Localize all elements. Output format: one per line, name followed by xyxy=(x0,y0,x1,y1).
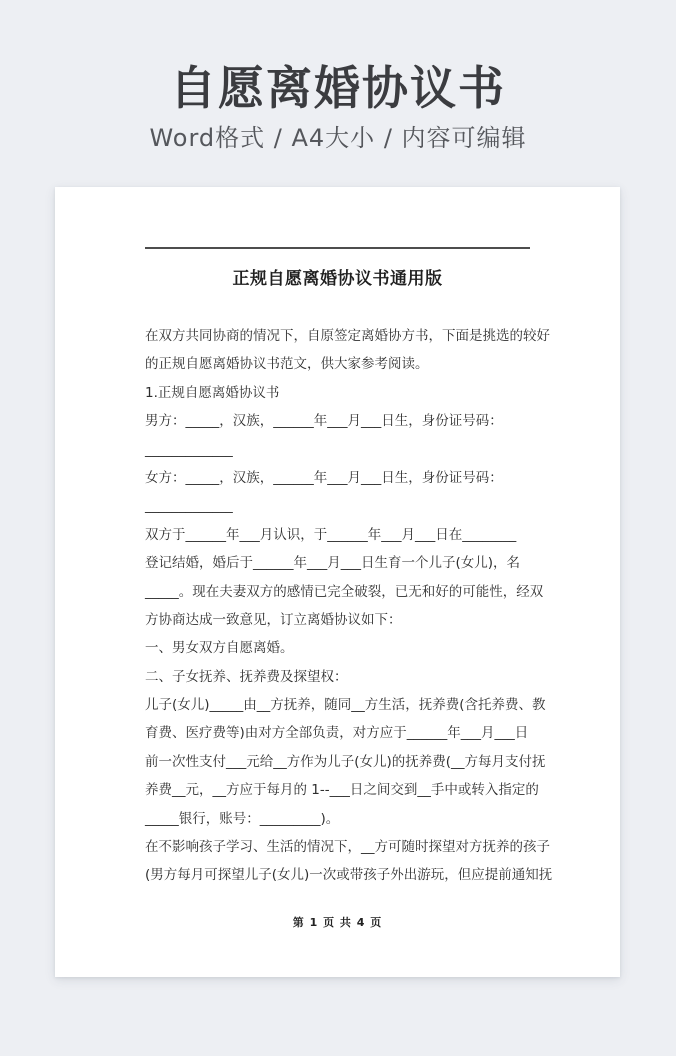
document-line: 一、男女双方自愿离婚。 xyxy=(145,640,294,657)
document-line: _____________ xyxy=(145,498,233,515)
page-number: 第 1 页 共 4 页 xyxy=(292,916,383,929)
document-line: 前一次性支付___元给__方作为儿子(女儿)的抚养费(__方每月支付抚 xyxy=(145,753,546,770)
promo-subtitle: Word格式 / A4大小 / 内容可编辑 xyxy=(149,124,527,152)
document-body xyxy=(145,322,553,890)
document-line: 育费、医疗费等)由对方全部负责，对方应于______年___月___日 xyxy=(145,725,529,742)
document-line: 男方：_____，汉族，______年___月___日生，身份证号码： xyxy=(145,413,503,430)
document-title: 正规自愿离婚协议书通用版 xyxy=(232,269,443,289)
document-line: 方协商达成一致意见，订立离婚协议如下： xyxy=(145,611,402,628)
document-page xyxy=(55,187,620,977)
document-line: 女方：_____，汉族，______年___月___日生，身份证号码： xyxy=(145,469,503,486)
document-line: 1.正规自愿离婚协议书 xyxy=(145,384,280,401)
document-line: 的正规自愿离婚协议书范文，供大家参考阅读。 xyxy=(145,356,429,373)
document-line: _____银行，账号：_________)。 xyxy=(145,810,340,827)
document-line: _____________ xyxy=(145,441,233,458)
document-line: 双方于______年___月认识，于______年___月___日在________ xyxy=(145,526,517,543)
document-line: 在双方共同协商的情况下，自原签定离婚协方书，下面是挑选的较好 xyxy=(145,328,550,344)
document-line: 儿子(女儿)_____由__方抚养，随同__方生活，抚养费(含托养费、教 xyxy=(145,697,546,714)
document-line: _____。现在夫妻双方的感情已完全破裂，已无和好的可能性，经双 xyxy=(145,583,544,600)
document-line: 登记结婚，婚后于______年___月___日生育一个儿子(女儿)，名 xyxy=(145,555,521,572)
top-rule-line xyxy=(145,247,530,249)
document-line: (男方每月可探望儿子(女儿)一次或带孩子外出游玩，但应提前通知抚 xyxy=(145,867,553,884)
promo-title: 自愿离婚协议书 xyxy=(170,61,506,115)
document-line: 养费__元，__方应于每月的 1--___日之间交到__手中或转入指定的 xyxy=(145,782,539,799)
document-line: 二、子女抚养、抚养费及探望权： xyxy=(145,668,348,685)
promo-header xyxy=(0,0,676,152)
document-line: 在不影响孩子学习、生活的情况下，__方可随时探望对方抚养的孩子 xyxy=(145,839,550,856)
